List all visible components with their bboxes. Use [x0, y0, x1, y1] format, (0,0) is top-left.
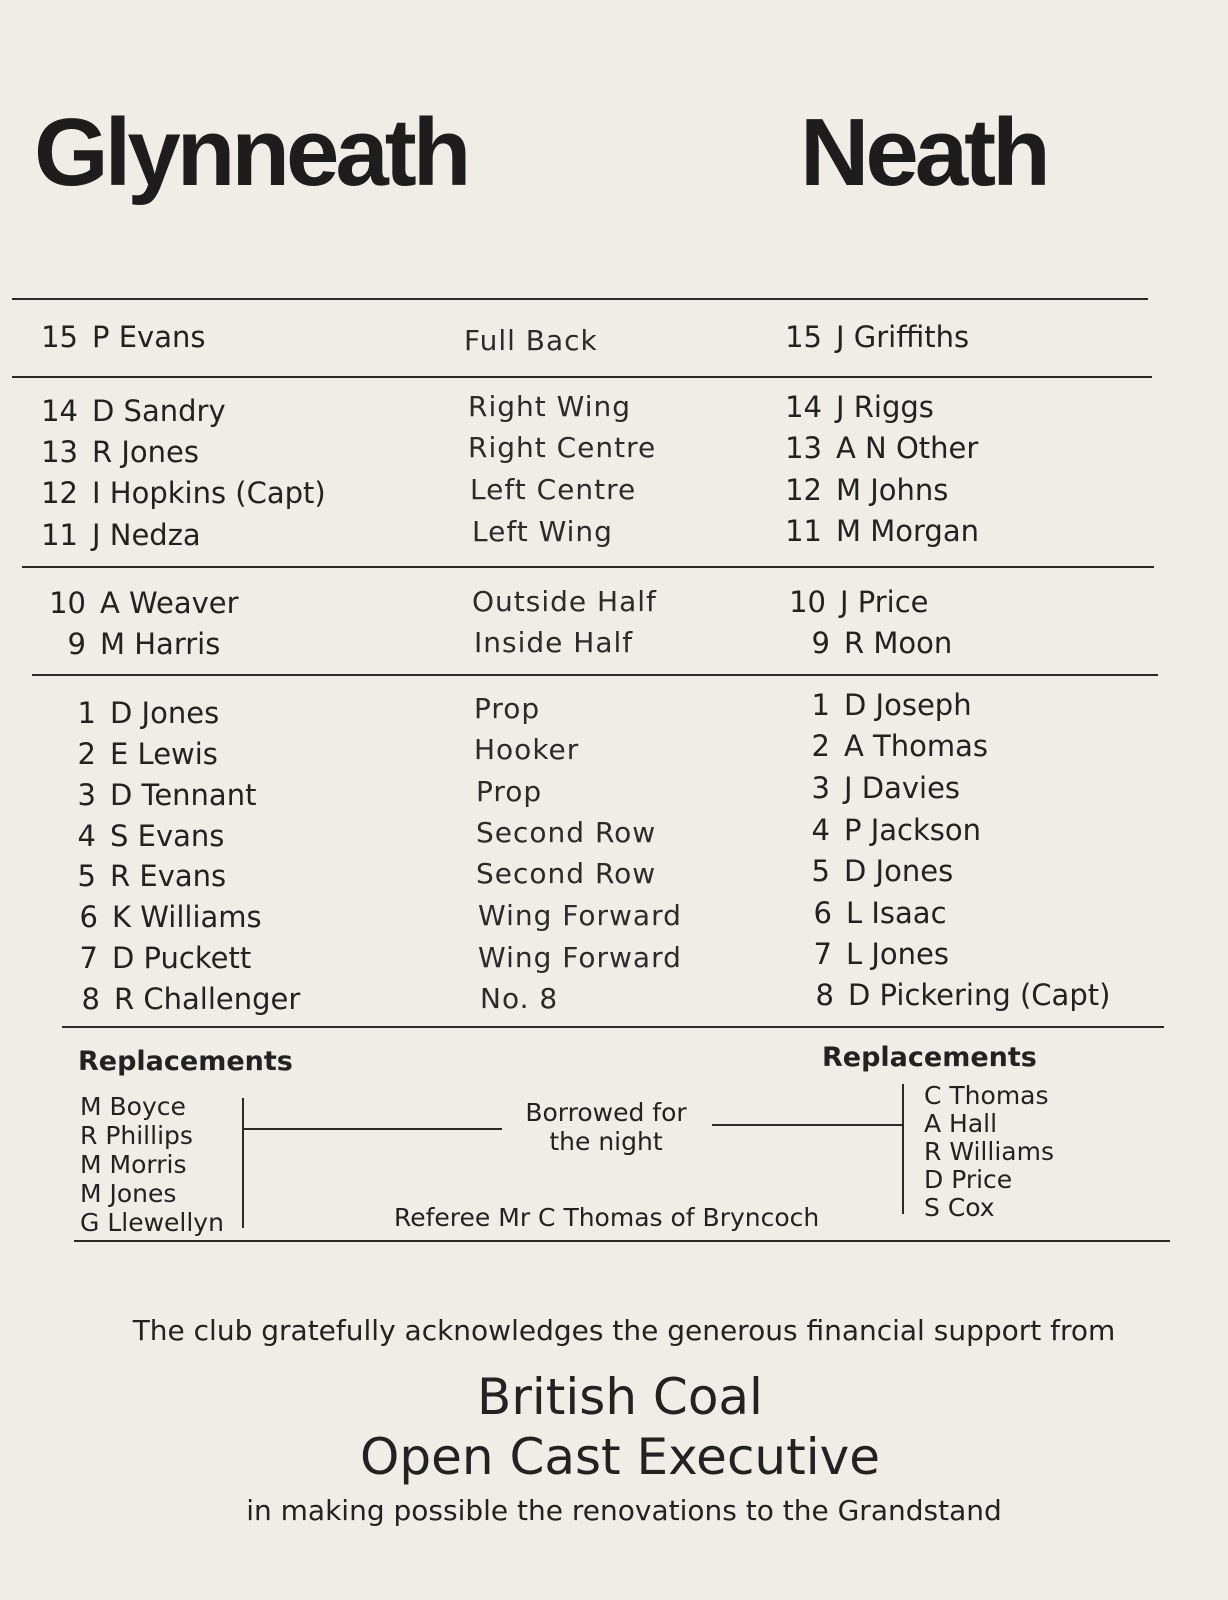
position-label: Full Back [464, 324, 598, 357]
home-replacements-list [80, 1092, 224, 1237]
away-player-row [782, 473, 948, 507]
player-name: M Harris [100, 627, 221, 661]
replacement-player: S Cox [924, 1193, 995, 1222]
position-label: Inside Half [474, 626, 634, 659]
position-label: Second Row [476, 816, 657, 849]
player-name: J Griffiths [836, 320, 970, 354]
away-player-row [790, 729, 988, 763]
player-name: A N Other [836, 431, 979, 465]
player-name: P Jackson [844, 813, 981, 847]
referee-line: Referee Mr C Thomas of Bryncoch [394, 1203, 820, 1232]
away-player-row [782, 514, 979, 548]
jersey-number: 10 [789, 585, 826, 619]
jersey-number: 7 [813, 937, 832, 971]
home-player-row [56, 737, 218, 771]
away-player-row [790, 813, 981, 847]
jersey-number: 14 [785, 390, 822, 424]
jersey-number: 8 [81, 982, 100, 1016]
jersey-number: 3 [811, 771, 830, 805]
jersey-number: 2 [77, 737, 96, 771]
player-name: M Johns [836, 473, 949, 507]
player-name: J Price [840, 585, 929, 619]
jersey-number: 15 [785, 320, 822, 354]
position-label: Right Centre [468, 431, 657, 464]
player-name: A Weaver [100, 586, 239, 620]
player-name: R Challenger [114, 982, 301, 1016]
jersey-number: 12 [41, 476, 78, 510]
home-player-row [56, 778, 256, 812]
replacement-player: G Llewellyn [80, 1208, 224, 1237]
divider-after-forwards [62, 1026, 1164, 1028]
player-name: D Sandry [92, 394, 226, 428]
replacement-player: M Boyce [80, 1092, 186, 1121]
position-label: Wing Forward [478, 941, 682, 974]
replacement-player: C Thomas [924, 1081, 1049, 1110]
jersey-number: 14 [41, 394, 78, 428]
away-player-row [782, 390, 934, 424]
player-name: A Thomas [844, 729, 989, 763]
jersey-number: 5 [811, 854, 830, 888]
borrowed-note-line: Borrowed for [525, 1098, 687, 1127]
jersey-number: 7 [79, 941, 98, 975]
player-name: D Joseph [844, 688, 972, 722]
position-label: Prop [476, 775, 543, 808]
player-name: L Jones [846, 937, 950, 971]
divider-top [12, 298, 1148, 300]
player-name: R Moon [844, 626, 953, 660]
home-player-row [38, 476, 326, 510]
jersey-number: 3 [77, 778, 96, 812]
jersey-number: 13 [41, 435, 78, 469]
away-player-row [794, 978, 1110, 1012]
away-team-title: Neath [800, 99, 1047, 206]
away-replacements-heading: Replacements [822, 1042, 1037, 1073]
home-player-row [58, 900, 262, 934]
home-player-row [46, 627, 220, 661]
player-name: P Evans [92, 320, 206, 354]
position-label: Second Row [476, 857, 657, 890]
jersey-number: 11 [785, 514, 822, 548]
divider-after-threequarters [22, 566, 1154, 568]
jersey-number: 2 [811, 729, 830, 763]
borrowed-line-left [244, 1128, 502, 1130]
jersey-number: 5 [77, 859, 96, 893]
jersey-number: 9 [67, 627, 86, 661]
replacement-player: R Phillips [80, 1121, 193, 1150]
sponsor-name-line2: Open Cast Executive [360, 1428, 880, 1486]
player-name: D Jones [844, 854, 954, 888]
home-player-row [38, 518, 201, 552]
jersey-number: 8 [815, 978, 834, 1012]
home-replacements-heading: Replacements [78, 1046, 293, 1077]
home-player-row [38, 394, 226, 428]
away-player-row [790, 626, 952, 660]
away-player-row [782, 320, 969, 354]
away-player-row [786, 585, 929, 619]
player-name: R Jones [92, 435, 199, 469]
away-player-row [792, 896, 947, 930]
home-player-row [58, 941, 251, 975]
home-player-row [60, 982, 300, 1016]
home-player-row [46, 586, 239, 620]
borrowed-note-line: the night [549, 1127, 663, 1156]
jersey-number: 12 [785, 473, 822, 507]
replacement-player: A Hall [924, 1109, 998, 1138]
position-label: No. 8 [480, 982, 559, 1015]
jersey-number: 10 [49, 586, 86, 620]
position-label: Right Wing [468, 390, 632, 423]
jersey-number: 1 [77, 696, 96, 730]
player-name: R Evans [110, 859, 227, 893]
away-replacements-list [924, 1082, 1054, 1222]
jersey-number: 1 [811, 688, 830, 722]
away-player-row [790, 688, 972, 722]
player-name: J Davies [844, 771, 961, 805]
player-name: L Isaac [846, 896, 947, 930]
jersey-number: 13 [785, 431, 822, 465]
replacement-player: R Williams [924, 1137, 1054, 1166]
position-label: Outside Half [472, 585, 657, 618]
jersey-number: 4 [77, 819, 96, 853]
divider-after-fullback [12, 376, 1152, 378]
away-player-row [790, 771, 960, 805]
away-player-row [782, 431, 978, 465]
player-name: D Jones [110, 696, 220, 730]
jersey-number: 9 [811, 626, 830, 660]
player-name: K Williams [112, 900, 262, 934]
player-name: D Pickering (Capt) [848, 978, 1111, 1012]
home-team-title: Glynneath [34, 99, 468, 206]
away-replacements-bracket [902, 1084, 904, 1214]
position-label: Wing Forward [478, 899, 682, 932]
jersey-number: 6 [813, 896, 832, 930]
jersey-number: 4 [811, 813, 830, 847]
player-name: D Tennant [110, 778, 257, 812]
acknowledgement-intro: The club gratefully acknowledges the generous financial support from [132, 1314, 1116, 1347]
player-name: J Nedza [92, 518, 201, 552]
jersey-number: 11 [41, 518, 78, 552]
position-label: Left Centre [470, 473, 637, 506]
player-name: M Morgan [836, 514, 979, 548]
player-name: J Riggs [836, 390, 934, 424]
player-name: D Puckett [112, 941, 252, 975]
borrowed-line-right [712, 1124, 902, 1126]
jersey-number: 15 [41, 320, 78, 354]
jersey-number: 6 [79, 900, 98, 934]
player-name: I Hopkins (Capt) [92, 476, 326, 510]
position-label: Left Wing [472, 515, 613, 548]
home-player-row [56, 859, 226, 893]
away-player-row [792, 937, 949, 971]
replacement-player: M Morris [80, 1150, 187, 1179]
home-replacements-bracket [242, 1098, 244, 1228]
divider-bottom [74, 1240, 1170, 1242]
home-player-row [56, 819, 224, 853]
player-name: E Lewis [110, 737, 218, 771]
position-label: Prop [474, 692, 541, 725]
borrowed-note [506, 1098, 706, 1156]
sponsor-name-line1: British Coal [477, 1368, 763, 1426]
acknowledgement-outro: in making possible the renovations to the Grandstand [246, 1494, 1002, 1527]
home-player-row [38, 320, 205, 354]
replacement-player: M Jones [80, 1179, 177, 1208]
replacement-player: D Price [924, 1165, 1013, 1194]
home-player-row [38, 435, 199, 469]
position-label: Hooker [474, 733, 580, 766]
home-player-row [56, 696, 219, 730]
divider-after-halves [32, 674, 1158, 676]
player-name: S Evans [110, 819, 225, 853]
away-player-row [790, 854, 953, 888]
